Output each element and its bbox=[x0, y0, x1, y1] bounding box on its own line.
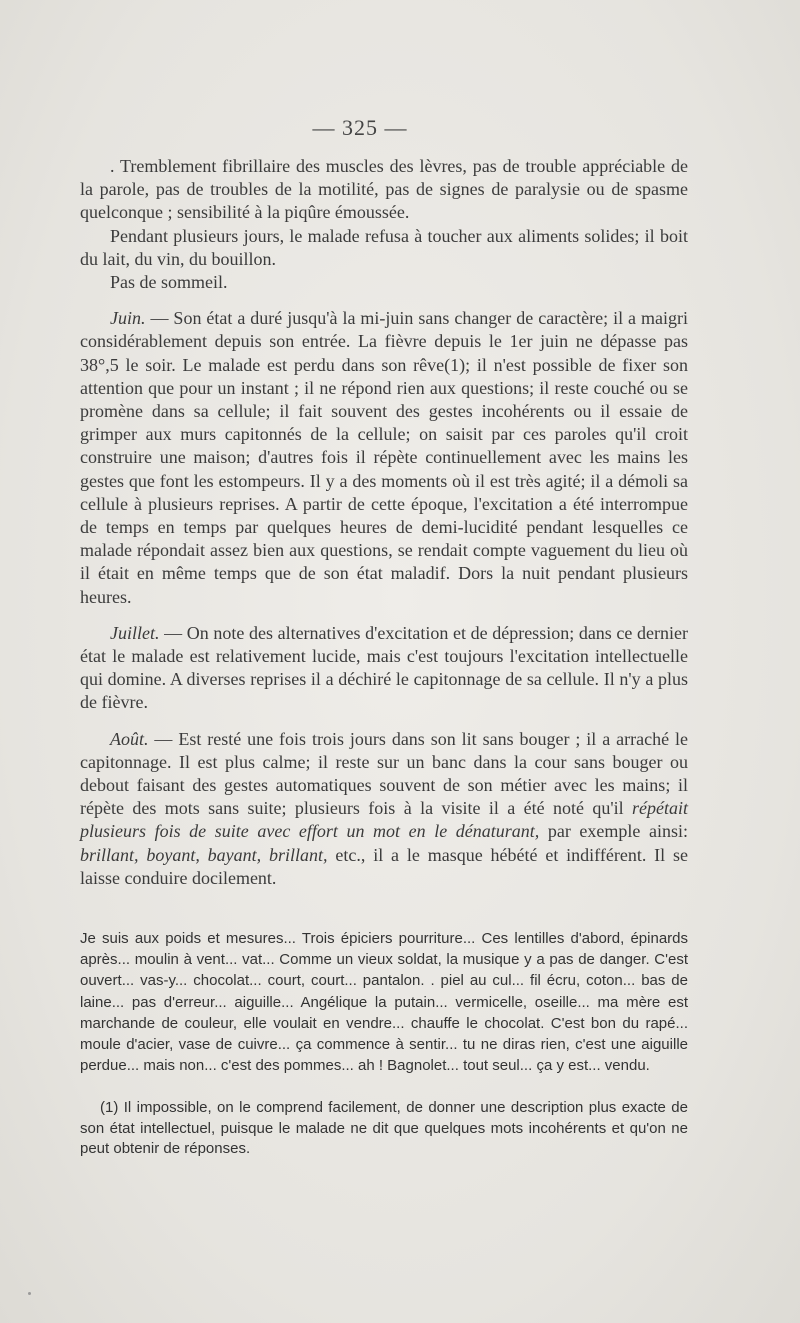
quote-text: Je suis aux poids et mesures... Trois épiciers pourriture... Ces lentilles d'abord, épinards après... moulin à vent... vat... Comme un vieux soldat, la musique y a pas de danger. C'est ouvert... vas-y... chocolat... court, court... pantalon. . piel au cul... fil écru, coton... bas de laine... pas d'erreur... aiguille... Angélique la putain... vermicelle, oseille... ma mère est marchande de couleur, elle voulait en vendre... chauffe le chocolat. C'est bon du rapé... moule d'acier, vase de cuivre... ça commence à sentir... tu ne diras rien, c'est une aiguille perdue... mais non... c'est des pommes... ah ! Bagnolet... tout seul... ça y est... vendu. bbox=[80, 930, 688, 1075]
paragraph-august bbox=[80, 728, 688, 890]
paragraph-june bbox=[80, 307, 688, 609]
paragraph-symptoms: . Tremblement fibrillaire des muscles des lèvres, pas de trouble appréciable de la parole, pas de troubles de la motilité, pas de signes de paralysie ou de spasme quelconque ; sensibilité à la piqûre émoussée. bbox=[80, 156, 688, 223]
august-text-b: par exemple ainsi: bbox=[539, 821, 688, 842]
paragraph-sleep: Pas de sommeil. bbox=[110, 272, 228, 293]
page-number: — 325 — bbox=[312, 115, 408, 140]
june-text: — Son état a duré jusqu'à la mi-juin sans changer de caractère; il a maigri considérablement depuis son entrée. La fièvre depuis le 1er juin ne dépasse pas 38°,5 le soir. Le malade est perdu dans son rêve(1); il n'est possible de fixer son attention que pour un instant ; il ne répond rien aux questions; il reste couché ou se promène dans sa cellule; il fait souvent des gestes incohérents ou il essaie de grimper aux murs capitonnés de la cellule; on saisit par ces paroles qu'il croit construire une maison; d'autres fois il répète continuellement avec les mains les gestes que font les estompeurs. Il y a des moments où il est très agité; il a démoli sa cellule à plusieurs reprises. A partir de cette époque, l'excitation a été interrompue de temps en temps par quelques heures de demi-lucidité pendant lesquelles ce malade répondait assez bien aux questions, se rendait compte vaguement du lieu où il était en même temps que de son état maladif. Dors la nuit pendant plusieurs heures. bbox=[80, 308, 688, 607]
paragraph-feeding: Pendant plusieurs jours, le malade refusa à toucher aux aliments solides; il boit du lait, du vin, du bouillon. bbox=[80, 225, 688, 269]
august-italic-a: répétait plusieurs fois de suite avec effort un mot en le dénaturant, bbox=[80, 798, 688, 842]
month-label-july: Juillet. bbox=[110, 622, 160, 643]
footnote bbox=[80, 1098, 688, 1160]
july-text: — On note des alternatives d'excitation et de dépression; dans ce dernier état le malade est relativement lucide, mais c'est toujours l'excitation intellectuelle qui domine. A diverses reprises il a déchiré le capitonnage de sa cellule. Il n'y a plus de fièvre. bbox=[80, 622, 688, 713]
month-label-august: Août. bbox=[110, 728, 149, 749]
patient-speech-quote bbox=[80, 928, 688, 1076]
month-label-june: Juin. bbox=[110, 308, 146, 329]
paper-speck bbox=[28, 1292, 31, 1295]
main-text bbox=[80, 155, 688, 890]
august-text-c: etc., il a le masque hébété et indifférent. Il se laisse conduire docilement. bbox=[80, 844, 688, 888]
august-text-a: — Est resté une fois trois jours dans son lit sans bouger ; il a arraché le capitonnage. Il est plus calme; il reste sur un banc dans la cour sans bouger ou debout faisant des gestes automatiques souvent de son métier avec les mains; il répète des mots sans suite; plusieurs fois à la visite il a été noté qu'il bbox=[80, 728, 688, 819]
footnote-text: (1) Il impossible, on le comprend facilement, de donner une description plus exacte de son état intellectuel, puisque le malade ne dit que quelques mots incohérents et qu'on ne peut obtenir de réponses. bbox=[80, 1099, 688, 1157]
august-italic-b: brillant, boyant, bayant, brillant, bbox=[80, 844, 328, 865]
paragraph-july bbox=[80, 622, 688, 715]
